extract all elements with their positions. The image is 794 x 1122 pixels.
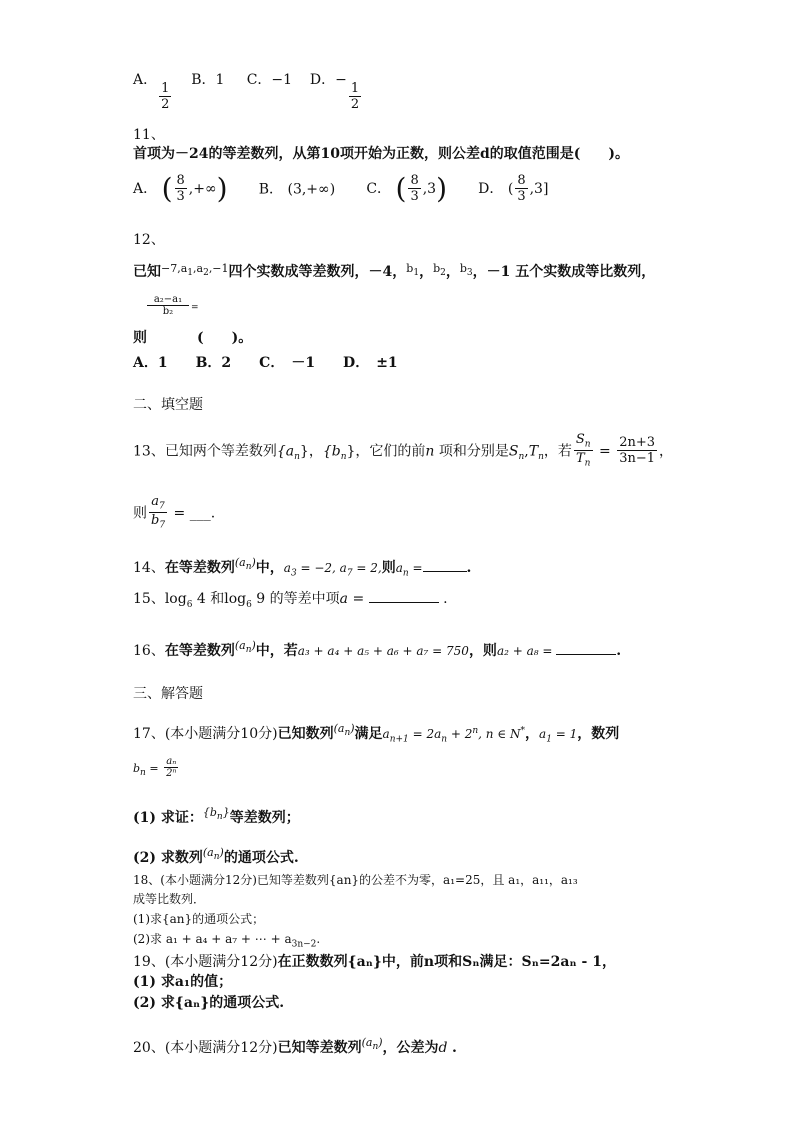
q17-bn-def: $b_n$ = $\frac{\text{aₙ}}{\text{2ⁿ}}$ [133, 756, 177, 779]
q12-options[interactable]: A．1 B．2 C． －1 D． ±1 [133, 355, 398, 371]
q16-stem: 16、在等差数列$^{(a_n)}$中，若a₃ + a₄ + a₅ + a₆ + a₇ = 750，则a₂ + a₈ = . [133, 639, 622, 659]
q11-options [133, 174, 548, 205]
q10-option-d[interactable]: D．− $\frac{1}{2}$ [309, 72, 360, 113]
q14-answer-blank[interactable] [423, 559, 467, 572]
q17-stem: 17、(本小题满分10分)已知数列$^{(a_n)}$满足$a_{n+1} = 2a_n + 2^n$, n ∈ N*，$a_1 = 1$，数列 [133, 722, 620, 745]
q11-option-d[interactable]: D． ( $\frac{8}{3}$ ,3] [478, 173, 549, 205]
q19-part2: (2) 求{aₙ}的通项公式. [133, 995, 285, 1011]
q19-stem: 19、(本小题满分12分)在正数数列{aₙ}中，前n项和Sₙ满足：Sₙ=2aₙ - 1， [133, 954, 616, 970]
q13-answer-blank[interactable]: ___ [189, 505, 211, 522]
q11-stem: 首项为－24的等差数列，从第10项开始为正数，则公差d的取值范围是( )。 [133, 146, 630, 162]
q14-stem: 14、在等差数列$^{(a_n)}$中，$a_3 = -2$, $a_7 = 2$,则$a_n$ = . [133, 556, 472, 579]
q10-option-b[interactable]: B．1 [191, 72, 225, 88]
q11-option-a[interactable]: A． ( $\frac{8}{3}$ ,+∞) [133, 172, 228, 206]
q17-part1: (1) 求证：$^{\{b_n\}}$等差数列； [133, 806, 300, 826]
q17-part2: (2) 求数列$^{(a_n)}$的通项公式. [133, 846, 299, 866]
q15-answer-blank[interactable] [369, 590, 439, 603]
q18-part1: (1)求{an}的通项公式； [133, 912, 265, 926]
q12-then: 则 ( )。 [133, 330, 253, 346]
q16-answer-blank[interactable] [556, 642, 616, 655]
q15-stem: 15、$\log_6 4$ 和$\log_6 9$ 的等差中项a = . [133, 591, 448, 610]
q18-line1: 18、(本小题满分12分)已知等差数列{an}的公差不为零，a₁=25，且 a₁，a₁₁，a₁₃ [133, 873, 578, 887]
q11-option-b[interactable]: B． (3,+∞) [258, 181, 336, 198]
q12-number: 12、 [133, 232, 165, 248]
q18-line2: 成等比数列． [133, 892, 206, 906]
q10-a-fraction: $\frac{1}{2}$ [161, 81, 170, 113]
q13-stem: 13、已知两个等差数列$\{a_n\}$，$\{b_n\}$，它们的前n 项和分别是$S_n,T_n$，若 $\frac{S_n}{T_n}$ = $\frac{2n+3}{3n-1}$ ， [133, 432, 674, 470]
section-solve-title: 三、解答题 [133, 686, 203, 702]
q10-option-c[interactable]: C．−1 [246, 72, 293, 88]
q10-option-a[interactable]: A． $\frac{1}{2}$ [133, 72, 170, 113]
q18-part2: (2)求 a₁ + a₄ + a₇ + ⋯ + $a_{3n-2}$. [133, 932, 321, 950]
q10-options [133, 72, 363, 113]
q19-part1: (1) 求a₁的值； [133, 974, 233, 990]
q11-number: 11、 [133, 127, 165, 143]
q11-option-c[interactable]: C． ( $\frac{8}{3}$ ,3) [366, 172, 448, 206]
q12-fraction: $\frac{\text{a₂−a₁}}{\text{b₂}}$ = [145, 294, 199, 318]
q10-d-fraction: $\frac{1}{2}$ [350, 81, 360, 113]
q20-stem: 20、(本小题满分12分)已知等差数列$^{(a_n)}$，公差为d . [133, 1036, 457, 1056]
q12-stem: 已知$^{-7,a_1,a_2,-1}$四个实数成等差数列，－4，$^{b_1}$，$^{b_2}$，$^{b_3}$，－1 五个实数成等比数列， [133, 262, 656, 280]
section-fill-in-title: 二、填空题 [133, 397, 203, 413]
q13-ask: 则 $\frac{a_7}{b_7}$ = ___. [133, 494, 216, 532]
